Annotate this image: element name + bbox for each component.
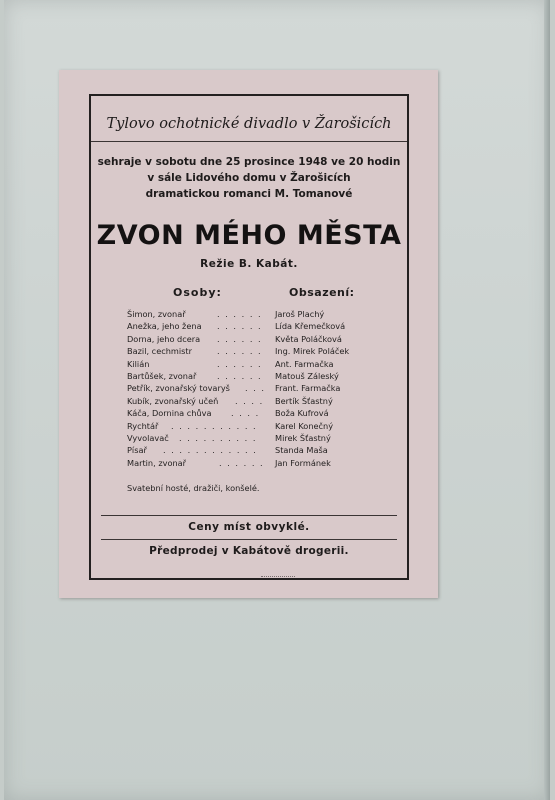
cast-row (127, 359, 407, 371)
cast-row (127, 321, 407, 333)
dot-leader: . . . . . . (217, 309, 263, 319)
cast-row (127, 408, 407, 420)
cast-row (127, 396, 407, 408)
role-name: Rychtář (127, 420, 159, 431)
cast-row (127, 346, 407, 358)
cast-row (127, 383, 407, 395)
dot-leader: . . . . . . (217, 333, 263, 344)
role-name: Anežka, jeho žena (127, 321, 202, 332)
cast-heading: Obsazení: (289, 286, 355, 299)
dot-leader: . . . . . . (217, 321, 263, 332)
dot-leader: . . . . (235, 395, 264, 406)
announcement-line: dramatickou romanci M. Tomanové (145, 188, 353, 200)
announcement (91, 154, 407, 202)
roles-heading: Osoby: (173, 286, 222, 299)
dot-leader: . . . . . . (219, 457, 265, 468)
director-credit: Režie B. Kabát. (200, 258, 298, 270)
dot-leader: . . . . . . (217, 370, 263, 381)
dot-leader: . . . . . . . . . . . (171, 420, 258, 431)
actor-name: Karel Konečný (275, 420, 334, 431)
dot-leader: . . . . . . . . . . . . (163, 445, 258, 456)
cast-row (127, 334, 407, 346)
cast-row (127, 445, 407, 457)
cast-list (127, 309, 407, 470)
cast-row (127, 458, 407, 470)
theatre-name: Tylovo ochotnické divadlo v Žarošicích (106, 116, 392, 132)
role-name: Vyvolavač (127, 432, 169, 443)
presale-note: Předprodej v Kabátově drogerii. (149, 545, 349, 557)
actor-name: Ing. Mirek Poláček (275, 346, 350, 357)
role-name: Káča, Dornina chůva (127, 408, 212, 419)
dot-leader: . . . . . . (217, 358, 263, 369)
actor-name: Matouš Záleský (275, 370, 339, 381)
play-title: ZVON MÉHO MĚSTA (96, 220, 402, 251)
role-name: Martin, zvonař (127, 457, 187, 468)
divider (101, 539, 397, 540)
role-name: Dorna, jeho dcera (127, 333, 201, 344)
actor-name: Jan Formánek (275, 457, 331, 468)
actor-name: Ant. Farmačka (275, 358, 334, 369)
actor-name: Květa Poláčková (275, 333, 342, 344)
role-name: Bazil, cechmistr (127, 346, 193, 357)
playbill-sheet (59, 70, 438, 598)
actor-name: Lída Křemečková (275, 321, 346, 332)
role-name: Kubík, zvonařský učeň (127, 395, 219, 406)
ticket-prices-note: Ceny míst obvyklé. (188, 521, 310, 533)
role-name: Šimon, zvonař (127, 309, 186, 319)
dot-leader: . . . . . . (217, 346, 263, 357)
actor-name: Bertík Šťastný (275, 395, 333, 406)
role-name: Petřík, zvonařský tovaryš (127, 383, 230, 394)
album-page-edge (544, 0, 550, 800)
announcement-line: sehraje v sobotu dne 25 prosince 1948 ve 20 hodin (97, 156, 401, 168)
cast-row (127, 421, 407, 433)
actor-name: Jaroš Plachý (275, 309, 325, 319)
actor-name: Standa Maša (275, 445, 328, 456)
actor-name: Boža Kufrová (275, 408, 329, 419)
role-name: Písař (127, 445, 147, 456)
printer-mark (261, 576, 295, 577)
playbill-frame (89, 94, 409, 580)
dot-leader: . . . . (231, 408, 260, 419)
role-name: Kilián (127, 358, 150, 369)
extras-note: Svatební hosté, dražiči, konšelé. (127, 483, 260, 493)
dot-leader: . . . (245, 383, 266, 394)
divider (101, 515, 397, 516)
role-name: Bartůšek, zvonař (127, 370, 197, 381)
dot-leader: . . . . . . . . . . (179, 432, 257, 443)
cast-row (127, 309, 407, 321)
actor-name: Frant. Farmačka (275, 383, 341, 394)
album-page (4, 0, 550, 800)
divider (91, 141, 407, 142)
cast-row (127, 433, 407, 445)
cast-row (127, 371, 407, 383)
announcement-line: v sále Lidového domu v Žarošicích (147, 172, 351, 184)
actor-name: Mirek Šťastný (275, 432, 331, 443)
